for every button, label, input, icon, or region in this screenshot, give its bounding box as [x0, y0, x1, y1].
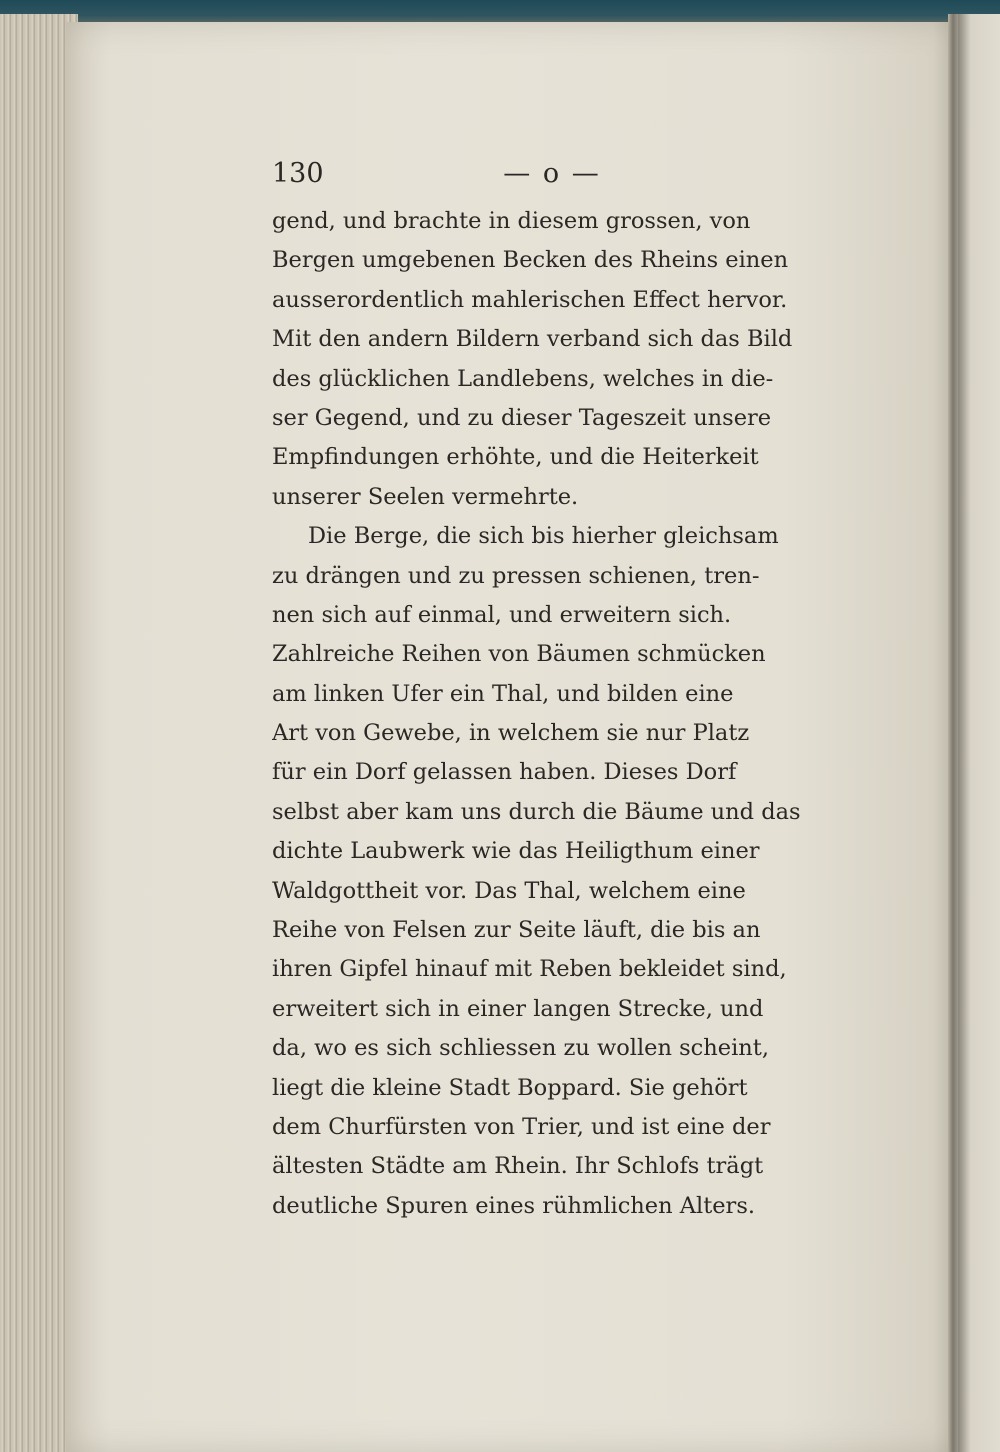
text-line: selbst aber kam uns durch die Bäume und das	[272, 798, 801, 825]
text-line: liegt die kleine Stadt Boppard. Sie gehört	[272, 1074, 748, 1101]
text-line: unserer Seelen vermehrte.	[272, 483, 579, 510]
text-line: erweitert sich in einer langen Strecke, und	[272, 995, 764, 1022]
text-line: da, wo es sich schliessen zu wollen scheint,	[272, 1035, 769, 1062]
text-line: Bergen umgebenen Becken des Rheins einen	[272, 247, 789, 274]
page-text-block	[272, 158, 842, 1226]
text-line: Zahlreiche Reihen von Bäumen schmücken	[272, 641, 766, 668]
text-line: ser Gegend, und zu dieser Tageszeit unsere	[272, 404, 772, 431]
text-line: ältesten Städte am Rhein. Ihr Schlofs trägt	[272, 1153, 764, 1180]
book-gutter	[948, 14, 958, 1452]
text-line: ausserordentlich mahlerischen Effect hervor.	[272, 286, 788, 313]
text-line: am linken Ufer ein Thal, und bilden eine	[272, 680, 734, 707]
running-head	[272, 158, 842, 202]
facing-page-edge	[958, 14, 1000, 1452]
text-line: des glücklichen Landlebens, welches in die-	[272, 365, 774, 392]
text-line: zu drängen und zu pressen schienen, tren-	[272, 562, 760, 589]
text-line: dichte Laubwerk wie das Heiligthum einer	[272, 838, 760, 865]
page-number: 130	[272, 158, 324, 189]
text-line: Empfindungen erhöhte, und die Heiterkeit	[272, 444, 759, 471]
text-line: ihren Gipfel hinauf mit Reben bekleidet sind,	[272, 956, 787, 983]
text-line: deutliche Spuren eines rühmlichen Alters.	[272, 1192, 756, 1219]
text-line: Mit den andern Bildern verband sich das Bild	[272, 326, 793, 353]
text-line: Waldgottheit vor. Das Thal, welchem eine	[272, 877, 746, 904]
text-line: nen sich auf einmal, und erweitern sich.	[272, 601, 732, 628]
running-head-ornament: — o —	[503, 158, 601, 189]
text-line: für ein Dorf gelassen haben. Dieses Dorf	[272, 759, 737, 786]
text-line: Art von Gewebe, in welchem sie nur Platz	[272, 720, 750, 747]
paragraph-start-line: Die Berge, die sich bis hierher gleichsam	[308, 523, 779, 550]
text-line: Reihe von Felsen zur Seite läuft, die bis an	[272, 917, 761, 944]
text-line: dem Churfürsten von Trier, und ist eine der	[272, 1113, 771, 1140]
text-line: gend, und brachte in diesem grossen, von	[272, 208, 751, 234]
